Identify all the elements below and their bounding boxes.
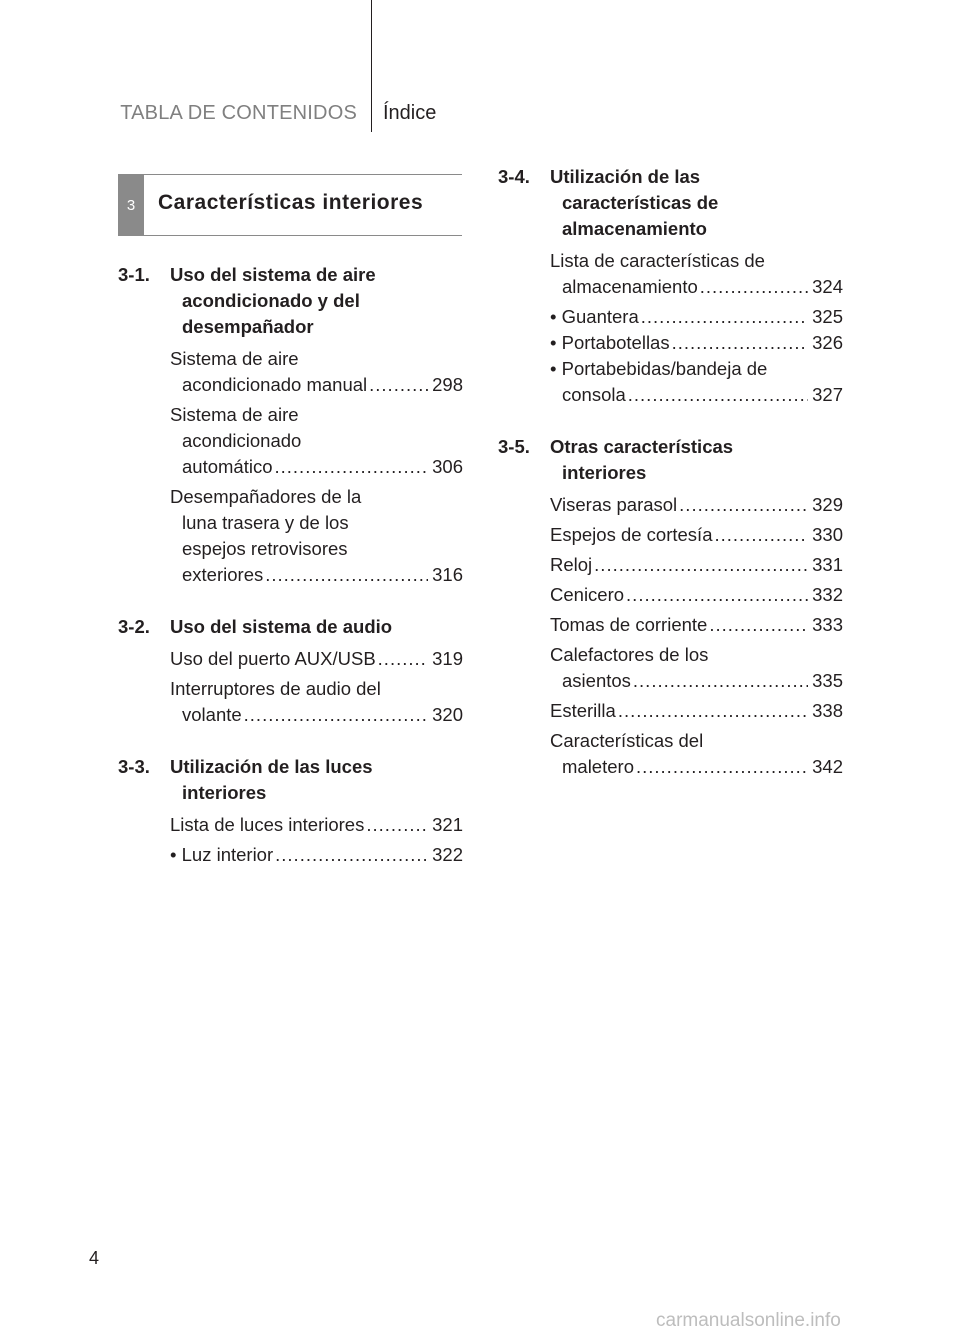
page-ref[interactable]: 324 bbox=[812, 276, 843, 297]
section-title-line: Utilización de las luces bbox=[170, 756, 373, 777]
section-title-line: Otras características bbox=[550, 436, 734, 457]
entry-text-line: maletero bbox=[562, 756, 634, 777]
page-ref[interactable]: 335 bbox=[812, 670, 843, 691]
entry-text-line: • Portabebidas/bandeja de bbox=[550, 358, 768, 379]
entry-last-line bbox=[170, 702, 463, 728]
toc-entry[interactable] bbox=[170, 346, 463, 398]
dot-leader bbox=[700, 274, 808, 300]
toc-entry[interactable] bbox=[550, 522, 843, 548]
section-title bbox=[170, 754, 463, 806]
entry-text-line: Lista de luces interiores bbox=[170, 814, 365, 835]
entry-text-line: almacenamiento bbox=[562, 276, 698, 297]
chapter-number-tab: 3 bbox=[118, 174, 144, 236]
page-ref[interactable]: 320 bbox=[432, 704, 463, 725]
section-title bbox=[550, 434, 843, 486]
page-ref[interactable]: 338 bbox=[812, 700, 843, 721]
page-ref[interactable]: 333 bbox=[812, 614, 843, 635]
entry-text-line: consola bbox=[562, 384, 626, 405]
header-index-label[interactable]: Índice bbox=[383, 102, 437, 124]
dot-leader bbox=[679, 492, 808, 518]
section-heading[interactable] bbox=[118, 754, 463, 806]
toc-entry[interactable] bbox=[550, 304, 843, 330]
entry-text-line: espejos retrovisores bbox=[182, 538, 348, 559]
section-title bbox=[170, 614, 463, 640]
page-ref[interactable]: 332 bbox=[812, 584, 843, 605]
entry-text-line: acondicionado bbox=[182, 430, 302, 451]
entry-last-line bbox=[550, 552, 843, 578]
page-ref[interactable]: 316 bbox=[432, 564, 463, 585]
dot-leader bbox=[378, 646, 428, 672]
entry-last-line bbox=[170, 646, 463, 672]
entry-text-line: Sistema de aire bbox=[170, 404, 299, 425]
entry-last-line bbox=[550, 274, 843, 300]
entry-last-line bbox=[550, 382, 843, 408]
chapter-heading bbox=[118, 174, 462, 236]
chapter-title: Características interiores bbox=[158, 191, 424, 214]
entry-text-line: volante bbox=[182, 704, 242, 725]
toc-entry[interactable] bbox=[550, 492, 843, 518]
entry-last-line bbox=[550, 304, 843, 330]
entry-text-line: acondicionado manual bbox=[182, 374, 368, 395]
toc-entry[interactable] bbox=[170, 646, 463, 672]
entry-last-line bbox=[550, 754, 843, 780]
entry-text-line: Lista de características de bbox=[550, 250, 765, 271]
dot-leader bbox=[641, 304, 808, 330]
entry-text-line: Sistema de aire bbox=[170, 348, 299, 369]
entry-text-line: Calefactores de los bbox=[550, 644, 709, 665]
toc-entry[interactable] bbox=[170, 812, 463, 838]
page-ref[interactable]: 321 bbox=[432, 814, 463, 835]
entry-text-line: • Portabotellas bbox=[550, 332, 670, 353]
dot-leader bbox=[244, 702, 428, 728]
toc-entry[interactable] bbox=[550, 612, 843, 638]
toc-entry[interactable] bbox=[170, 842, 463, 868]
entry-text-line: automático bbox=[182, 456, 273, 477]
section-title-line: características de bbox=[562, 192, 719, 213]
page-ref[interactable]: 330 bbox=[812, 524, 843, 545]
page-ref[interactable]: 298 bbox=[432, 374, 463, 395]
dot-leader bbox=[275, 842, 428, 868]
toc-entry[interactable] bbox=[550, 728, 843, 780]
section-title bbox=[550, 164, 843, 242]
dot-leader bbox=[636, 754, 808, 780]
section-title-line: desempañador bbox=[182, 316, 314, 337]
toc-entry[interactable] bbox=[550, 248, 843, 300]
toc-section bbox=[118, 614, 463, 728]
entry-text-line: Espejos de cortesía bbox=[550, 524, 713, 545]
toc-entry[interactable] bbox=[550, 582, 843, 608]
entry-text-line: Esterilla bbox=[550, 700, 616, 721]
dot-leader bbox=[672, 330, 809, 356]
toc-entry[interactable] bbox=[550, 642, 843, 694]
entry-last-line bbox=[170, 562, 463, 588]
entry-last-line bbox=[550, 582, 843, 608]
entry-last-line bbox=[170, 842, 463, 868]
section-title-line: Uso del sistema de aire bbox=[170, 264, 376, 285]
dot-leader bbox=[366, 812, 428, 838]
chapter-rule-bottom bbox=[144, 235, 462, 236]
entry-last-line bbox=[170, 372, 463, 398]
toc-entry[interactable] bbox=[550, 330, 843, 356]
entry-text-line: Desempañadores de la bbox=[170, 486, 362, 507]
toc-section bbox=[118, 262, 463, 588]
entry-text-line: • Luz interior bbox=[170, 844, 274, 865]
page-ref[interactable]: 319 bbox=[432, 648, 463, 669]
section-number: 3-5. bbox=[498, 436, 530, 457]
dot-leader bbox=[594, 552, 808, 578]
dot-leader bbox=[709, 612, 808, 638]
entry-text-line: Características del bbox=[550, 730, 704, 751]
header-divider bbox=[371, 0, 372, 132]
toc-entry[interactable] bbox=[550, 552, 843, 578]
entry-last-line bbox=[550, 698, 843, 724]
dot-leader bbox=[275, 454, 429, 480]
entry-text-line: Cenicero bbox=[550, 584, 625, 605]
header-toc-label[interactable]: TABLA DE CONTENIDOS bbox=[120, 102, 357, 124]
page-ref[interactable]: 322 bbox=[432, 844, 463, 865]
page-ref[interactable]: 342 bbox=[812, 756, 843, 777]
toc-section bbox=[118, 754, 463, 868]
dot-leader bbox=[618, 698, 808, 724]
section-title bbox=[170, 262, 463, 340]
toc-entry[interactable] bbox=[550, 698, 843, 724]
page-ref[interactable]: 326 bbox=[812, 332, 843, 353]
entry-text-line: Interruptores de audio del bbox=[170, 678, 381, 699]
section-number: 3-3. bbox=[118, 756, 150, 777]
toc-section bbox=[498, 164, 843, 408]
dot-leader bbox=[714, 522, 808, 548]
page-ref[interactable]: 325 bbox=[812, 306, 843, 327]
toc-entry[interactable] bbox=[170, 676, 463, 728]
entry-last-line bbox=[550, 492, 843, 518]
page-ref[interactable]: 329 bbox=[812, 494, 843, 515]
section-title-line: almacenamiento bbox=[562, 218, 707, 239]
entry-last-line bbox=[550, 668, 843, 694]
page-ref[interactable]: 331 bbox=[812, 554, 843, 575]
entry-text-line: asientos bbox=[562, 670, 631, 691]
dot-leader bbox=[628, 382, 808, 408]
toc-entry[interactable] bbox=[550, 356, 843, 408]
dot-leader bbox=[626, 582, 808, 608]
watermark: carmanualsonline.info bbox=[656, 1310, 841, 1331]
dot-leader bbox=[265, 562, 428, 588]
section-number: 3-1. bbox=[118, 264, 150, 285]
page-ref[interactable]: 306 bbox=[432, 456, 463, 477]
section-title-line: interiores bbox=[182, 782, 267, 803]
section-number: 3-2. bbox=[118, 616, 150, 637]
toc-column-right bbox=[498, 164, 843, 806]
entry-last-line bbox=[170, 812, 463, 838]
entry-text-line: Viseras parasol bbox=[550, 494, 678, 515]
entry-text-line: Reloj bbox=[550, 554, 593, 575]
entry-last-line bbox=[550, 612, 843, 638]
toc-entry[interactable] bbox=[170, 402, 463, 480]
section-title-line: interiores bbox=[562, 462, 647, 483]
section-heading[interactable] bbox=[118, 262, 463, 340]
section-title-line: Uso del sistema de audio bbox=[170, 616, 393, 637]
toc-column-left bbox=[118, 262, 463, 894]
page-ref[interactable]: 327 bbox=[812, 384, 843, 405]
toc-section bbox=[498, 434, 843, 780]
entry-text-line: • Guantera bbox=[550, 306, 639, 327]
entry-text-line: luna trasera y de los bbox=[182, 512, 349, 533]
page-number: 4 bbox=[89, 1248, 100, 1268]
section-heading[interactable] bbox=[498, 434, 843, 486]
section-title-line: Utilización de las bbox=[550, 166, 701, 187]
dot-leader bbox=[369, 372, 428, 398]
chapter-rule-top bbox=[144, 174, 462, 175]
entry-last-line bbox=[550, 330, 843, 356]
entry-text-line: Uso del puerto AUX/USB bbox=[170, 648, 376, 669]
dot-leader bbox=[633, 668, 808, 694]
entry-text-line: exteriores bbox=[182, 564, 264, 585]
entry-last-line bbox=[550, 522, 843, 548]
entry-text-line: Tomas de corriente bbox=[550, 614, 708, 635]
section-number: 3-4. bbox=[498, 166, 530, 187]
section-heading[interactable] bbox=[118, 614, 463, 640]
section-heading[interactable] bbox=[498, 164, 843, 242]
entry-last-line bbox=[170, 454, 463, 480]
toc-entry[interactable] bbox=[170, 484, 463, 588]
section-title-line: acondicionado y del bbox=[182, 290, 360, 311]
